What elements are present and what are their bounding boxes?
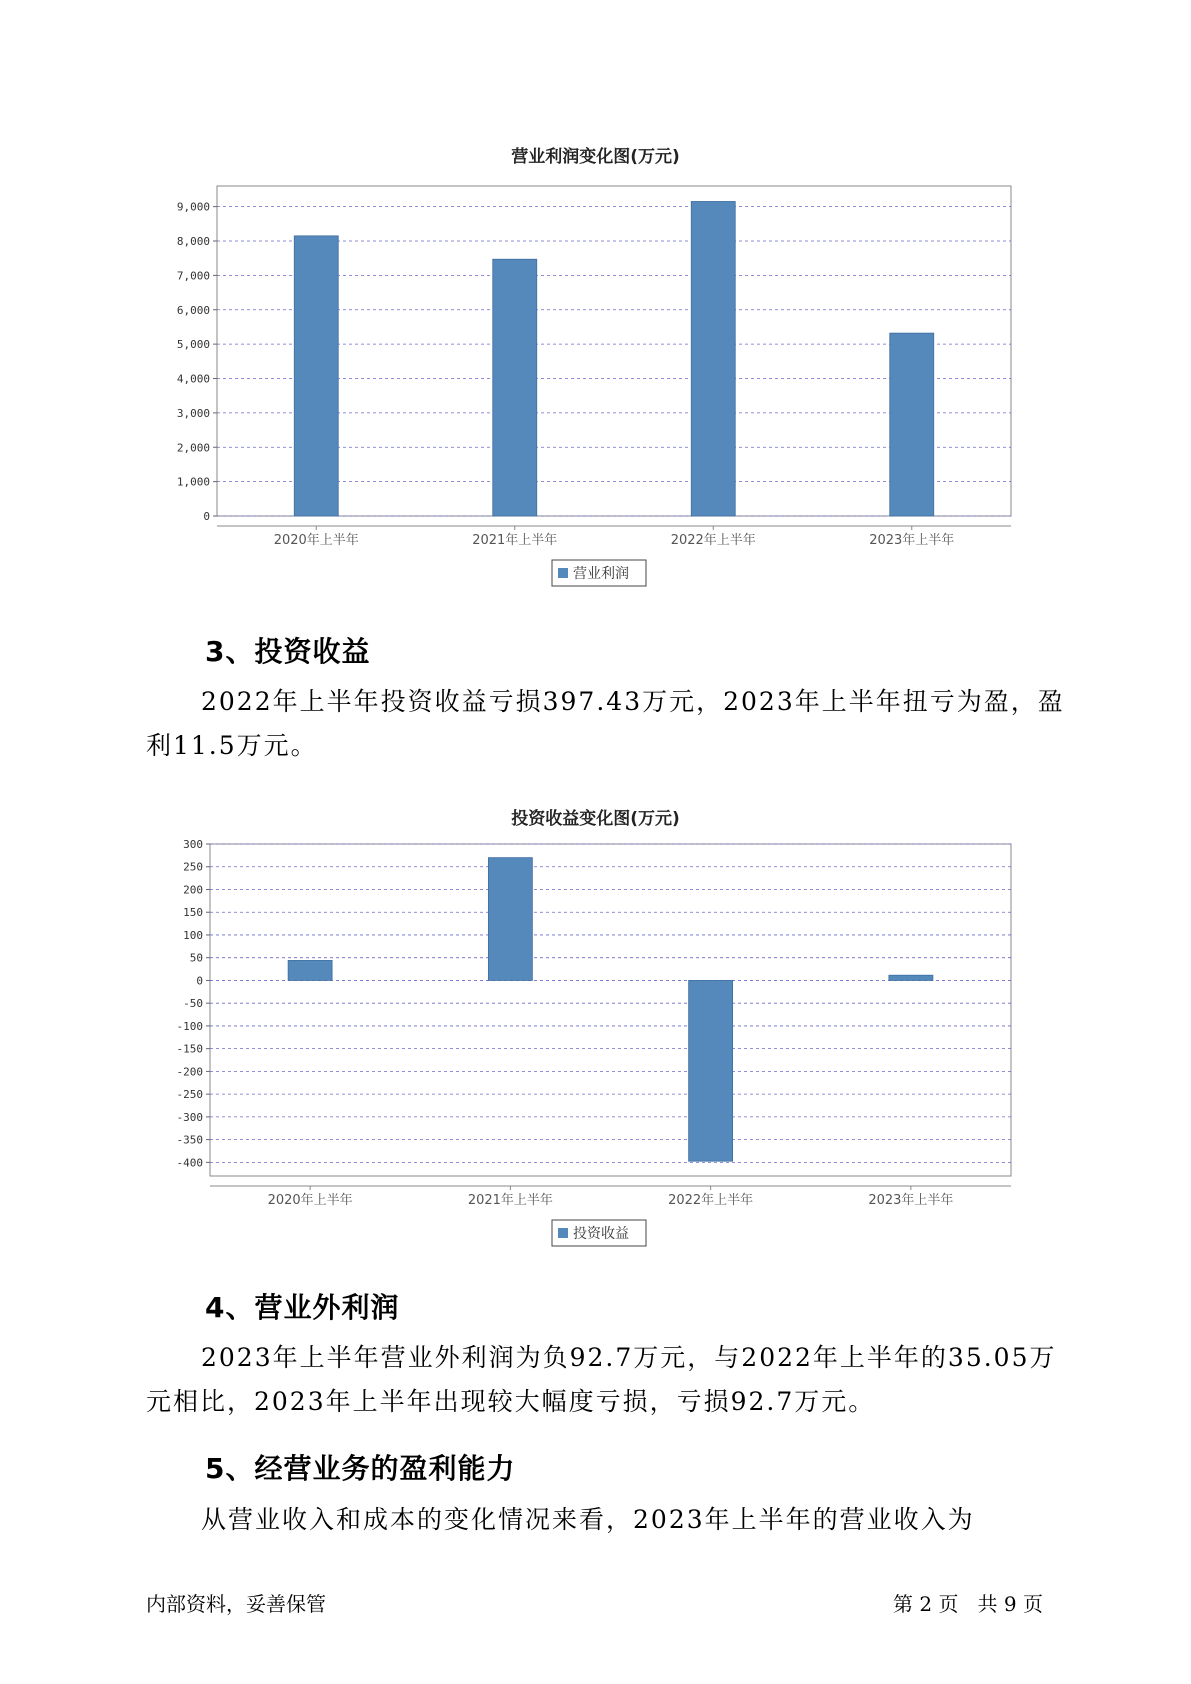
x-tick-label: 2023年上半年 bbox=[869, 533, 955, 548]
y-tick-label: -350 bbox=[176, 1133, 203, 1147]
legend-swatch bbox=[558, 1228, 568, 1238]
x-tick-label: 2022年上半年 bbox=[670, 533, 756, 548]
legend-swatch bbox=[558, 568, 568, 578]
y-tick-label: 9,000 bbox=[176, 200, 210, 214]
section-5-heading: 5、经营业务的盈利能力 bbox=[205, 1452, 516, 1485]
operating-profit-chart bbox=[0, 170, 1191, 600]
y-tick-label: 250 bbox=[183, 860, 203, 874]
y-tick-label: 0 bbox=[196, 974, 203, 988]
section-4-heading: 4、营业外利润 bbox=[205, 1291, 400, 1324]
x-tick-label: 2021年上半年 bbox=[472, 533, 558, 548]
bar bbox=[890, 333, 934, 516]
y-tick-label: 300 bbox=[183, 838, 203, 851]
footer-page-number: 第 2 页 共 9 页 bbox=[893, 1592, 1043, 1616]
y-tick-label: -400 bbox=[176, 1156, 203, 1170]
legend bbox=[552, 1220, 646, 1246]
section-3-heading: 3、投资收益 bbox=[205, 635, 371, 668]
bar bbox=[288, 960, 332, 980]
y-tick-label: 2,000 bbox=[176, 441, 210, 455]
section-3-paragraph: 2022年上半年投资收益亏损397.43万元，2023年上半年扭亏为盈，盈利11.5万元。 bbox=[146, 687, 1065, 760]
y-tick-label: -250 bbox=[176, 1088, 203, 1102]
y-tick-label: 100 bbox=[183, 928, 203, 942]
x-tick-label: 2023年上半年 bbox=[868, 1193, 954, 1208]
y-tick-label: -200 bbox=[176, 1065, 203, 1079]
section-4-paragraph: 2023年上半年营业外利润为负92.7万元，与2022年上半年的35.05万元相比，2023年上半年出现较大幅度亏损，亏损92.7万元。 bbox=[146, 1343, 1057, 1416]
bar bbox=[689, 980, 733, 1161]
y-tick-label: 3,000 bbox=[176, 406, 210, 420]
y-tick-label: 8,000 bbox=[176, 235, 210, 248]
y-tick-label: -100 bbox=[176, 1019, 203, 1033]
x-tick-label: 2020年上半年 bbox=[273, 533, 359, 548]
bar bbox=[488, 858, 532, 981]
plot-area bbox=[210, 844, 1011, 1176]
investment-income-chart bbox=[0, 830, 1191, 1250]
bar bbox=[493, 259, 537, 516]
footer-left: 内部资料，妥善保管 bbox=[146, 1592, 326, 1616]
x-tick-label: 2020年上半年 bbox=[267, 1193, 353, 1208]
y-tick-label: 150 bbox=[183, 906, 203, 920]
y-tick-label: 5,000 bbox=[176, 338, 210, 352]
y-tick-label: 0 bbox=[203, 510, 210, 523]
legend-label: 营业利润 bbox=[573, 566, 629, 582]
y-tick-label: 4,000 bbox=[176, 372, 210, 386]
x-tick-label: 2022年上半年 bbox=[668, 1193, 754, 1208]
legend-label: 投资收益 bbox=[573, 1226, 629, 1242]
y-tick-label: -150 bbox=[176, 1042, 203, 1056]
section-5-paragraph: 从营业收入和成本的变化情况来看，2023年上半年的营业收入为 bbox=[201, 1505, 975, 1534]
y-tick-label: -300 bbox=[176, 1110, 203, 1124]
y-tick-label: 50 bbox=[189, 951, 203, 965]
x-tick-label: 2021年上半年 bbox=[467, 1193, 553, 1208]
legend bbox=[552, 560, 646, 586]
bar bbox=[691, 201, 735, 516]
bar bbox=[294, 236, 338, 516]
chart1-title: 营业利润变化图(万元) bbox=[511, 147, 680, 167]
y-tick-label: 7,000 bbox=[176, 269, 210, 283]
y-tick-label: 200 bbox=[183, 883, 203, 897]
y-tick-label: -50 bbox=[183, 997, 203, 1011]
y-tick-label: 6,000 bbox=[176, 303, 210, 317]
bar bbox=[889, 975, 933, 980]
chart2-title: 投资收益变化图(万元) bbox=[511, 809, 680, 829]
y-tick-label: 1,000 bbox=[176, 475, 210, 489]
